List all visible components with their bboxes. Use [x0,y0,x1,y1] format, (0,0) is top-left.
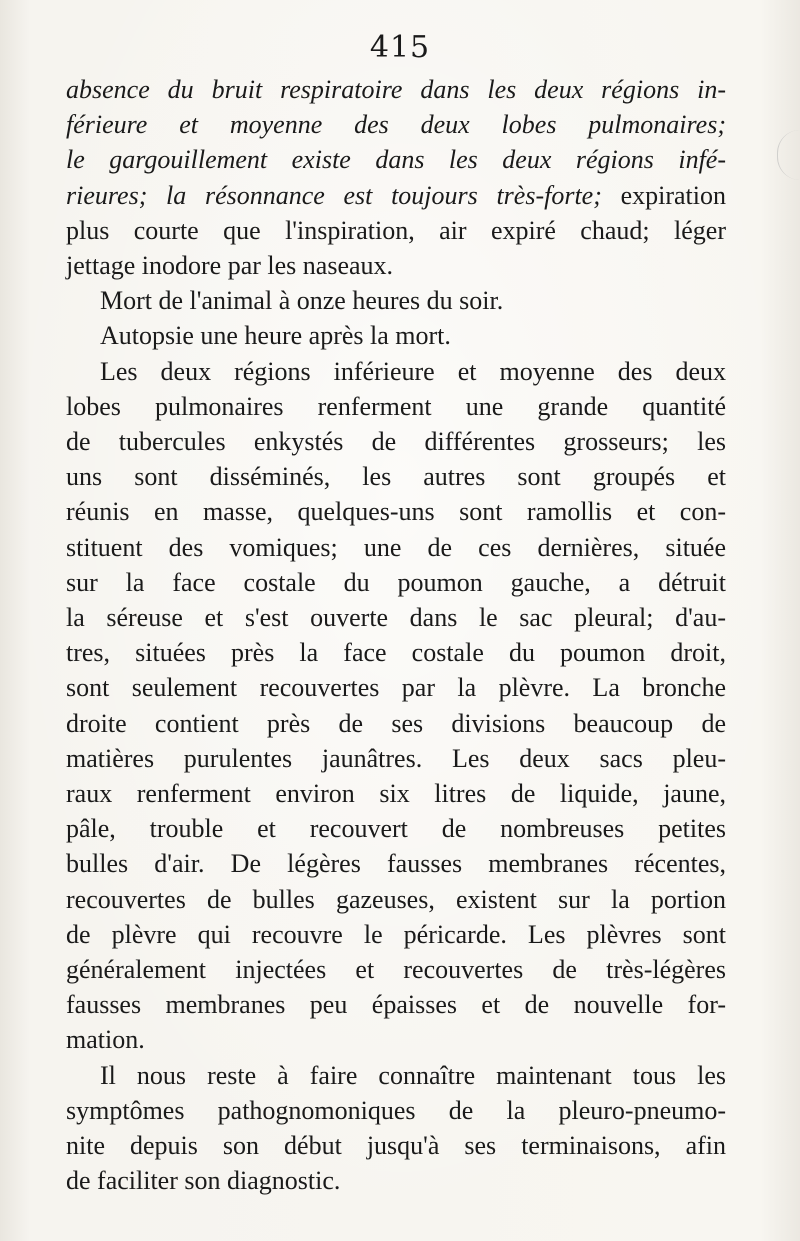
text-run: plus courte que l'inspiration, air expiré chaud; léger [66,215,726,245]
paragraph [66,72,726,283]
text-run: Mort de l'animal à onze heures du soir. [100,286,504,316]
body-text [66,72,726,1199]
text-run: de faciliter son diagnostic. [66,1166,341,1196]
italic-text: férieure et moyenne des deux lobes pulmonaires; [66,110,726,140]
text-line [66,1058,726,1093]
text-line [66,248,726,283]
text-run: mation. [66,1025,145,1055]
text-line [66,741,726,776]
text-run: uns sont disséminés, les autres sont groupés et [66,462,726,492]
text-line [66,424,726,459]
italic-text: le gargouillement existe dans les deux régions infé- [66,145,726,175]
text-line [66,811,726,846]
text-line [66,670,726,705]
text-line [66,178,726,213]
text-line [66,318,726,353]
text-line [66,142,726,177]
text-line [66,565,726,600]
text-run: de tubercules enkystés de différentes grosseurs; les [66,427,726,457]
paragraph [66,318,726,353]
text-line [66,354,726,389]
text-line [66,600,726,635]
text-run: de plèvre qui recouvre le péricarde. Les plèvres sont [66,919,726,949]
paragraph [66,1058,726,1199]
text-run: Autopsie une heure après la mort. [100,321,451,351]
text-run: stituent des vomiques; une de ces dernières, située [66,532,726,562]
text-line [66,917,726,952]
text-run: tres, situées près la face costale du poumon droit, [66,638,726,668]
text-line [66,635,726,670]
text-run: droite contient près de ses divisions beaucoup de [66,708,726,738]
text-line [66,389,726,424]
text-line [66,1163,726,1198]
page-edge-mark [777,130,800,180]
text-line [66,107,726,142]
text-line [66,1022,726,1057]
italic-text: rieures; la résonnance est toujours très-forte; [66,180,602,210]
text-line [66,987,726,1022]
text-run: recouvertes de bulles gazeuses, existent sur la portion [66,884,726,914]
text-line [66,459,726,494]
text-run: sur la face costale du poumon gauche, a détruit [66,567,726,597]
text-run: nite depuis son début jusqu'à ses terminaisons, afin [66,1131,726,1161]
text-line [66,494,726,529]
text-line [66,213,726,248]
text-line [66,882,726,917]
text-line [66,706,726,741]
text-run: généralement injectées et recouvertes de très-légères [66,955,726,985]
text-run: expiration [601,180,726,210]
text-line [66,776,726,811]
paragraph [66,354,726,1058]
text-line [66,72,726,107]
text-run: Il nous reste à faire connaître maintenant tous les [100,1060,726,1090]
text-run: raux renferment environ six litres de liquide, jaune, [66,779,726,809]
text-run: sont seulement recouvertes par la plèvre. La bronche [66,673,726,703]
text-run: bulles d'air. De légères fausses membranes récentes, [66,849,726,879]
text-run: réunis en masse, quelques-uns sont ramollis et con- [66,497,726,527]
text-line [66,846,726,881]
paragraph [66,283,726,318]
text-line [66,1093,726,1128]
italic-text: absence du bruit respiratoire dans les deux régions in- [66,75,726,104]
text-line [66,1128,726,1163]
text-run: jettage inodore par les naseaux. [66,251,394,281]
text-run: Les deux régions inférieure et moyenne des deux [100,356,726,386]
text-run: la séreuse et s'est ouverte dans le sac pleural; d'au- [66,603,726,633]
page-number: 415 [369,30,431,65]
text-run: lobes pulmonaires renferment une grande quantité [66,391,726,421]
text-run: fausses membranes peu épaisses et de nouvelle for- [66,990,726,1020]
text-run: symptômes pathognomoniques de la pleuro-pneumo- [66,1095,726,1125]
text-line [66,952,726,987]
text-run: pâle, trouble et recouvert de nombreuses petites [66,814,726,844]
text-run: matières purulentes jaunâtres. Les deux sacs pleu- [66,743,726,773]
text-line [66,283,726,318]
text-line [66,530,726,565]
